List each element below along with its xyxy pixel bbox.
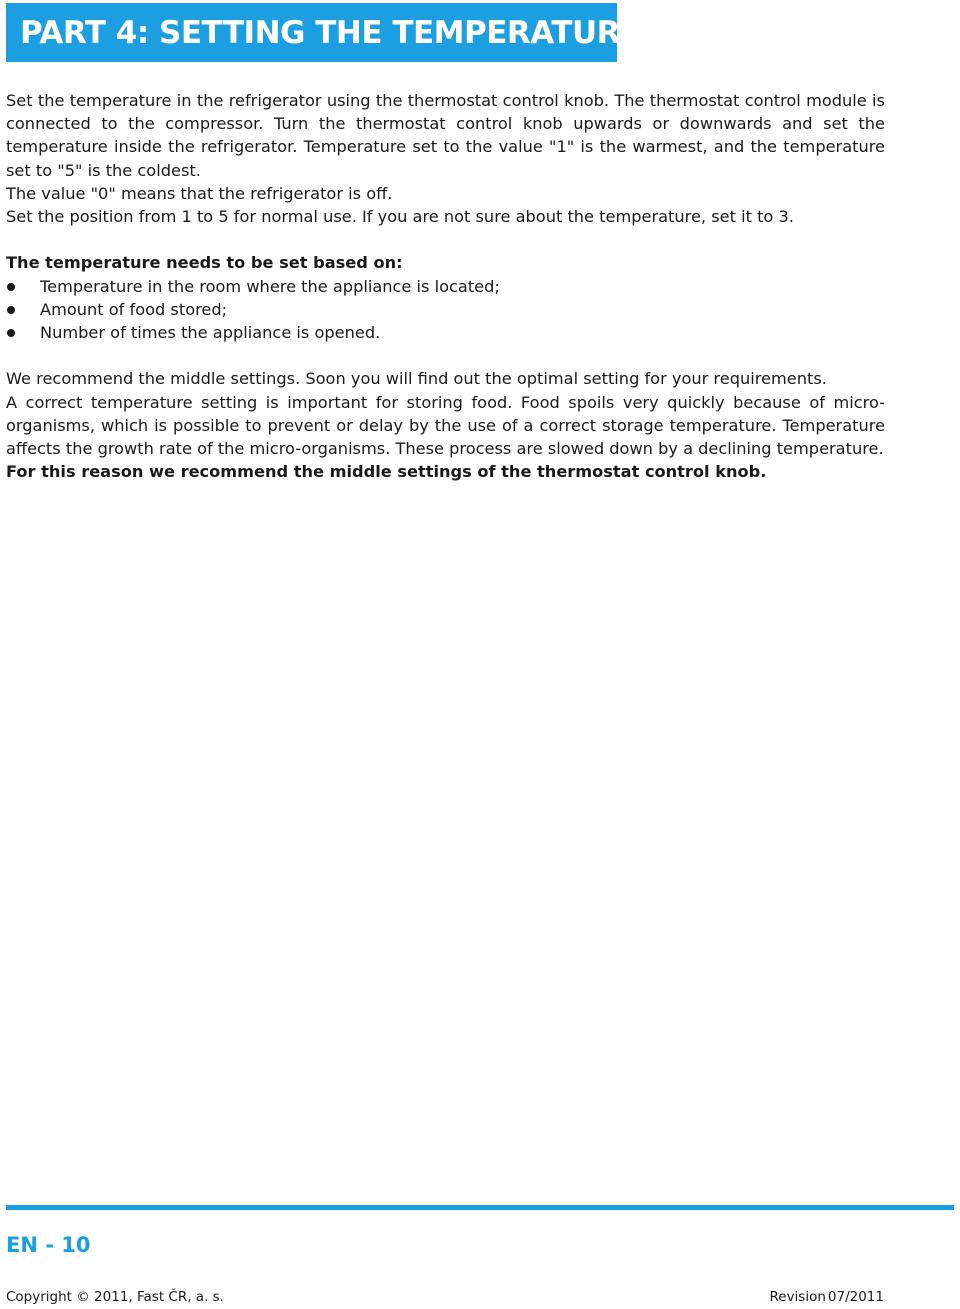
list-item-text: Amount of food stored; bbox=[40, 299, 228, 319]
normal-use-note: Set the position from 1 to 5 for normal use. If you are not sure about the temperature, set it to 3. bbox=[6, 207, 794, 227]
factors-heading: The temperature needs to be set based on: bbox=[6, 253, 403, 273]
revision-info bbox=[769, 1289, 884, 1305]
factors-list bbox=[6, 275, 885, 345]
off-note: The value "0" means that the refrigerator is off. bbox=[6, 183, 393, 203]
bullet-icon bbox=[7, 329, 15, 337]
list-item bbox=[6, 275, 885, 298]
bullet-icon bbox=[7, 283, 15, 291]
spacer bbox=[6, 228, 885, 251]
list-item-text: Temperature in the room where the appliance is located; bbox=[40, 276, 500, 296]
spacer bbox=[6, 344, 885, 367]
revision-value: 07/2011 bbox=[827, 1289, 884, 1305]
recommendation-bold-line: For this reason we recommend the middle settings of the thermostat control knob. bbox=[6, 462, 767, 482]
intro-paragraph: Set the temperature in the refrigerator using the thermostat control knob. The thermostat control module is connected to the compressor. Turn the thermostat control knob upwards or downwards and set the temperature inside the refrigerator. Temperature set to the value "1" is the warmest, and the temperature set to "5" is the coldest. bbox=[6, 91, 885, 180]
list-item bbox=[6, 298, 885, 321]
main-content bbox=[6, 89, 885, 483]
list-item-text: Number of times the appliance is opened. bbox=[40, 323, 381, 343]
section-title-bar bbox=[6, 3, 641, 62]
revision-label: Revision bbox=[769, 1289, 826, 1305]
footer-divider bbox=[6, 1205, 954, 1210]
recommendation-line: We recommend the middle settings. Soon you will find out the optimal setting for your requirements. bbox=[6, 369, 827, 389]
list-item bbox=[6, 321, 885, 344]
food-storage-paragraph: A correct temperature setting is important for storing food. Food spoils very quickly because of micro-organisms, which is possible to prevent or delay by the use of a correct storage temperature. Temperature affects the growth rate of the micro-organisms. These process are slowed down by a declining temperature. bbox=[6, 392, 885, 459]
bullet-icon bbox=[7, 306, 15, 314]
copyright-notice: Copyright © 2011, Fast ČR, a. s. bbox=[6, 1289, 224, 1305]
page-title: PART 4: SETTING THE TEMPERATURE bbox=[20, 14, 641, 51]
page-number: EN - 10 bbox=[6, 1233, 91, 1257]
